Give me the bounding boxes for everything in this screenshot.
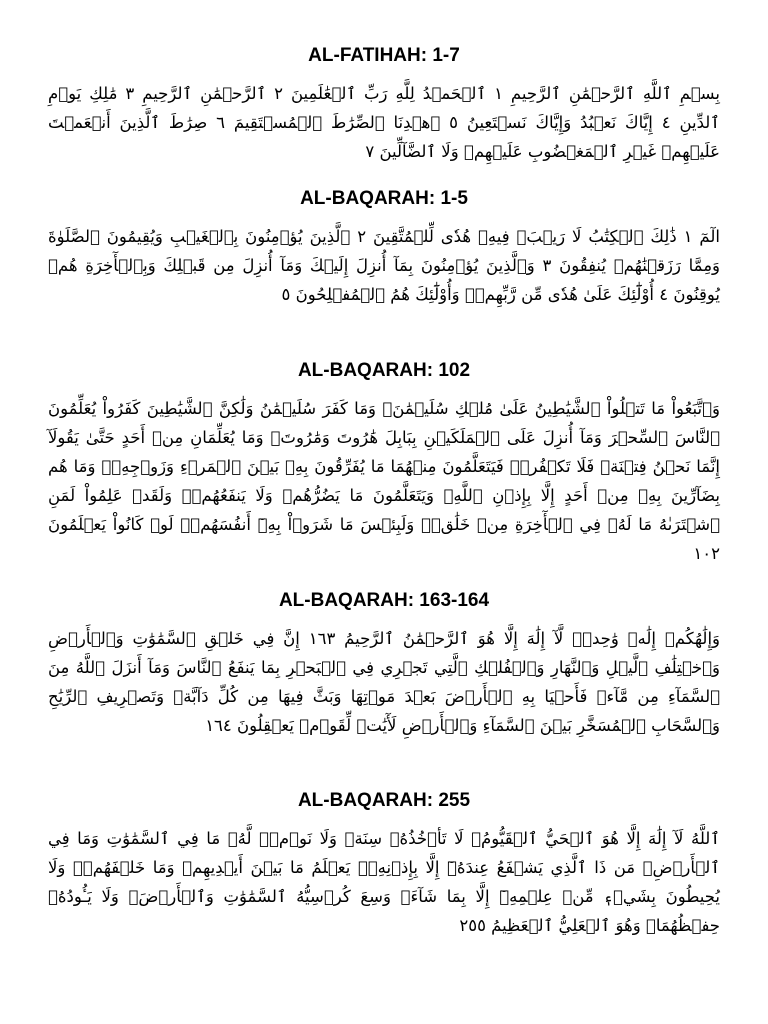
section-al-baqarah-255 <box>48 790 720 940</box>
section-al-baqarah-102 <box>48 360 720 568</box>
section-al-baqarah-163-164 <box>48 590 720 740</box>
section-title: AL-BAQARAH: 1-5 <box>300 188 468 209</box>
verse-text: وَٱتَّبَعُواْ مَا تَتۡلُواْ ٱلشَّيَٰطِينُ عَلَىٰ مُلۡكِ سُلَيۡمَٰنَۖ وَمَا كَفَرَ سُلَيۡمَٰنُ وَلَٰكِنَّ ٱلشَّيَٰطِينَ كَفَرُواْ يُعَلِّمُونَ ٱلنَّاسَ ٱلسِّحۡرَ وَمَآ أُنزِلَ عَلَى ٱلۡمَلَكَيۡنِ بِبَابِلَ هَٰرُوتَ وَمَٰرُوتَۚ وَمَا يُعَلِّمَانِ مِنۡ أَحَدٍ حَتَّىٰ يَقُولَآ إِنَّمَا نَحۡنُ فِتۡنَةٞ فَلَا تَكۡفُرۡۖ فَيَتَعَلَّمُونَ مِنۡهُمَا مَا يُفَرِّقُونَ بِهِۦ بَيۡنَ ٱلۡمَرۡءِ وَزَوۡجِهِۦۚ وَمَا هُم بِضَآرِّينَ بِهِۦ مِنۡ أَحَدٍ إِلَّا بِإِذۡنِ ٱللَّهِۚ وَيَتَعَلَّمُونَ مَا يَضُرُّهُمۡ وَلَا يَنفَعُهُمۡۚ وَلَقَدۡ عَلِمُواْ لَمَنِ ٱشۡتَرَىٰهُ مَا لَهُۥ فِي ٱلۡأٓخِرَةِ مِنۡ خَلَٰقٖۚ وَلَبِئۡسَ مَا شَرَوۡاْ بِهِۦٓ أَنفُسَهُمۡۚ لَوۡ كَانُواْ يَعۡلَمُونَ ١٠٢ <box>48 399 720 563</box>
verse-text: ٱللَّهُ لَآ إِلَٰهَ إِلَّا هُوَ ٱلۡحَيُّ ٱلۡقَيُّومُۚ لَا تَأۡخُذُهُۥ سِنَةٞ وَلَا نَوۡمٞۚ لَّهُۥ مَا فِي ٱلسَّمَٰوَٰتِ وَمَا فِي ٱلۡأَرۡضِۗ مَن ذَا ٱلَّذِي يَشۡفَعُ عِندَهُۥٓ إِلَّا بِإِذۡنِهِۦۚ يَعۡلَمُ مَا بَيۡنَ أَيۡدِيهِمۡ وَمَا خَلۡفَهُمۡۖ وَلَا يُحِيطُونَ بِشَيۡءٖ مِّنۡ عِلۡمِهِۦٓ إِلَّا بِمَا شَآءَۚ وَسِعَ كُرۡسِيُّهُ ٱلسَّمَٰوَٰتِ وَٱلۡأَرۡضَۖ وَلَا يَـُٔودُهُۥ حِفۡظُهُمَاۚ وَهُوَ ٱلۡعَلِيُّ ٱلۡعَظِيمُ ٢٥٥ <box>48 829 720 935</box>
verse-text: وَإِلَٰهُكُمۡ إِلَٰهٞ وَٰحِدٞۖ لَّآ إِلَٰهَ إِلَّا هُوَ ٱلرَّحۡمَٰنُ ٱلرَّحِيمُ ١٦٣ إِنَّ فِي خَلۡقِ ٱلسَّمَٰوَٰتِ وَٱلۡأَرۡضِ وَٱخۡتِلَٰفِ ٱلَّيۡلِ وَٱلنَّهَارِ وَٱلۡفُلۡكِ ٱلَّتِي تَجۡرِي فِي ٱلۡبَحۡرِ بِمَا يَنفَعُ ٱلنَّاسَ وَمَآ أَنزَلَ ٱللَّهُ مِنَ ٱلسَّمَآءِ مِن مَّآءٖ فَأَحۡيَا بِهِ ٱلۡأَرۡضَ بَعۡدَ مَوۡتِهَا وَبَثَّ فِيهَا مِن كُلِّ دَآبَّةٖ وَتَصۡرِيفِ ٱلرِّيَٰحِ وَٱلسَّحَابِ ٱلۡمُسَخَّرِ بَيۡنَ ٱلسَّمَآءِ وَٱلۡأَرۡضِ لَأٓيَٰتٖ لِّقَوۡمٖ يَعۡقِلُونَ ١٦٤ <box>48 629 721 735</box>
section-al-fatihah <box>48 45 720 166</box>
section-title: AL-BAQARAH: 102 <box>297 360 471 381</box>
verse-text: الٓمٓ ١ ذَٰلِكَ ٱلۡكِتَٰبُ لَا رَيۡبَۛ فِيهِۛ هُدٗى لِّلۡمُتَّقِينَ ٢ ٱلَّذِينَ يُؤۡمِنُونَ بِٱلۡغَيۡبِ وَيُقِيمُونَ ٱلصَّلَوٰةَ وَمِمَّا رَزَقۡنَٰهُمۡ يُنفِقُونَ ٣ وَٱلَّذِينَ يُؤۡمِنُونَ بِمَآ أُنزِلَ إِلَيۡكَ وَمَآ أُنزِلَ مِن قَبۡلِكَ وَبِٱلۡأٓخِرَةِ هُمۡ يُوقِنُونَ ٤ أُوْلَٰٓئِكَ عَلَىٰ هُدٗى مِّن رَّبِّهِمۡۖ وَأُوْلَٰٓئِكَ هُمُ ٱلۡمُفۡلِحُونَ ٥ <box>48 227 721 304</box>
section-title: AL-BAQARAH: 255 <box>297 790 471 811</box>
verse-text: بِسۡمِ ٱللَّهِ ٱلرَّحۡمَٰنِ ٱلرَّحِيمِ ١ ٱلۡحَمۡدُ لِلَّهِ رَبِّ ٱلۡعَٰلَمِينَ ٢ ٱلرَّحۡمَٰنِ ٱلرَّحِيمِ ٣ مَٰلِكِ يَوۡمِ ٱلدِّينِ ٤ إِيَّاكَ نَعۡبُدُ وَإِيَّاكَ نَسۡتَعِينُ ٥ ٱهۡدِنَا ٱلصِّرَٰطَ ٱلۡمُسۡتَقِيمَ ٦ صِرَٰطَ ٱلَّذِينَ أَنۡعَمۡتَ عَلَيۡهِمۡ غَيۡرِ ٱلۡمَغۡضُوبِ عَلَيۡهِمۡ وَلَا ٱلضَّآلِّينَ ٧ <box>48 84 720 161</box>
section-title: AL-FATIHAH: 1-7 <box>308 45 460 66</box>
section-al-baqarah-1-5 <box>48 188 720 309</box>
section-title: AL-BAQARAH: 163-164 <box>278 590 490 611</box>
